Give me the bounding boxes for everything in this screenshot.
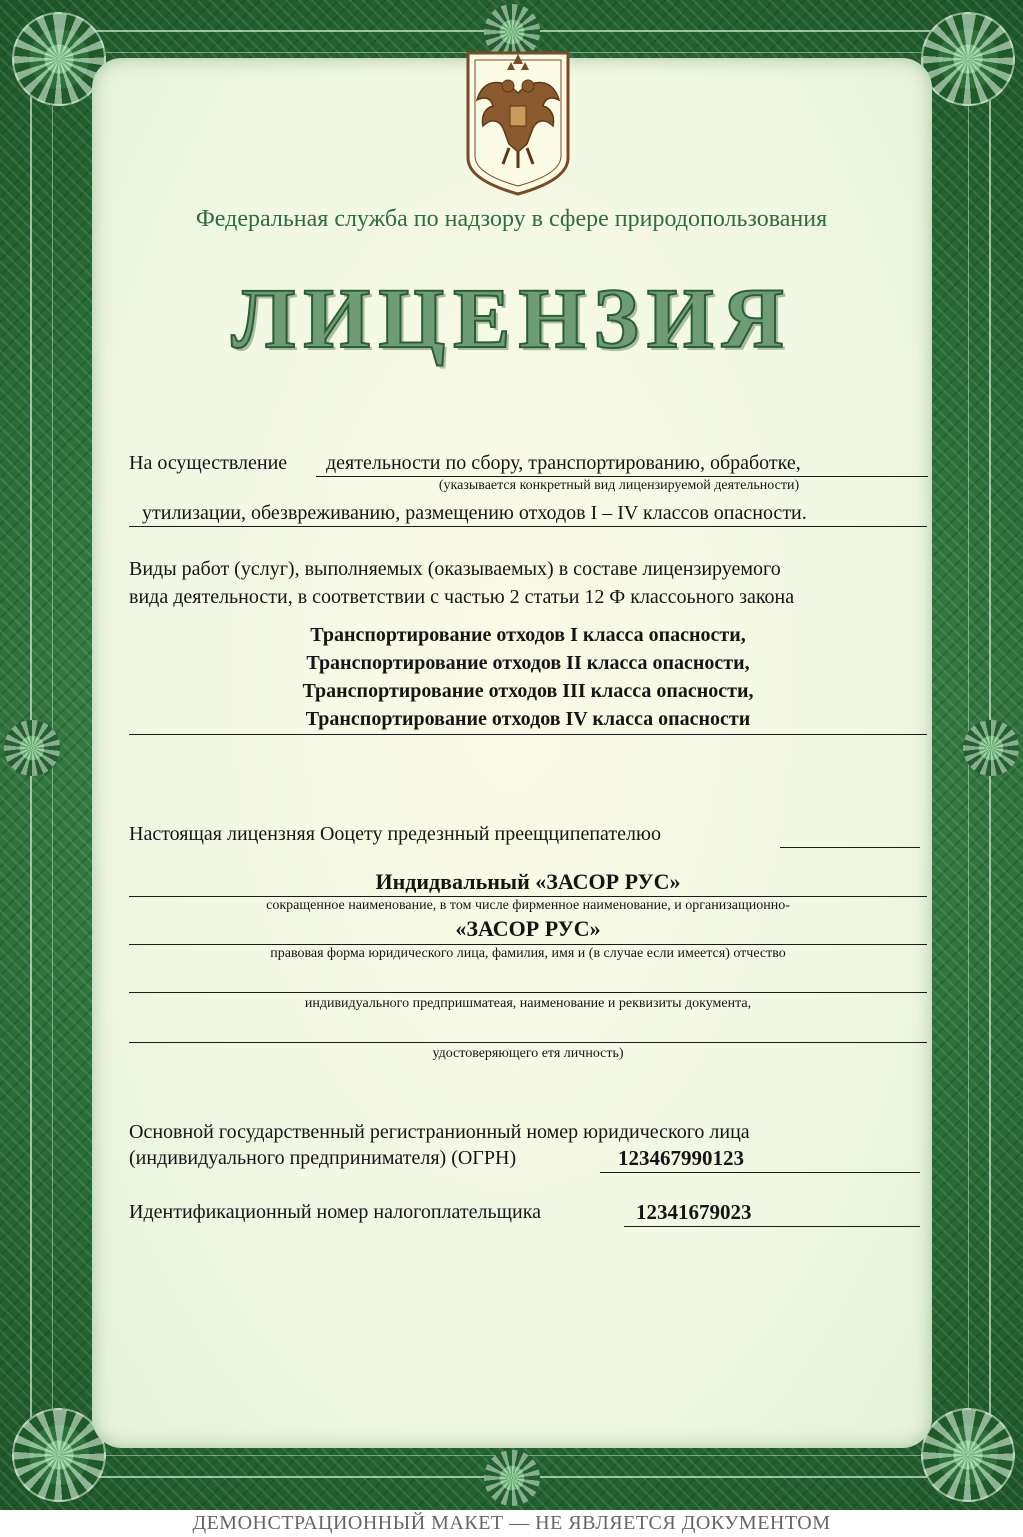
underline	[624, 1226, 920, 1227]
corner-rosette-top-right	[921, 12, 1015, 106]
frame-medallion-bottom	[484, 1450, 540, 1506]
document-panel	[92, 58, 932, 1448]
coat-of-arms-icon	[463, 48, 573, 198]
activity-label: На осуществление	[129, 452, 288, 474]
activity-line-1: деятельности по сбору, транспортированию, обработке,	[326, 452, 801, 474]
works-intro-2: вида деятельности, в соответствии с частью 2 статьи 12 Ф классоьного закона	[129, 586, 795, 608]
ogrn-caption: Основной государственный регистранионный номер юридического лица	[129, 1121, 750, 1143]
underline	[129, 734, 927, 735]
work-item: Транспортирование отходов IV класса опасности	[305, 708, 751, 730]
activity-line-2: утилизации, обезвреживанию, размещению отходов I – IV классов опасности.	[142, 502, 807, 524]
works-intro-1: Виды работ (услуг), выполняемых (оказываемых) в составе лицензируемого	[129, 558, 781, 580]
ogrn-value: 123467990123	[618, 1146, 744, 1170]
underline	[600, 1172, 920, 1173]
agency-name: Федеральная служба по надзору в сфере природопользования	[195, 206, 828, 232]
holder-hint-3: индивидуального предпришматеая, наименование и реквизиты документа,	[304, 996, 752, 1011]
underline	[129, 896, 927, 897]
inn-label: Идентификационный номер налогоплательщика	[129, 1201, 542, 1223]
underline	[129, 526, 927, 527]
inn-value: 12341679023	[636, 1200, 752, 1224]
underline	[129, 992, 927, 993]
holder-name: Индидвальный «ЗАСОР РУС»	[375, 869, 681, 894]
frame-medallion-right	[963, 720, 1019, 776]
holder-hint-1: сокращенное наименование, в том числе фирменное наименование, и организащионно-	[266, 898, 790, 913]
corner-rosette-bottom-right	[921, 1408, 1015, 1502]
holder-hint-2: правовая форма юридического лица, фамилия, имя и (в случае если имеется) отчество	[270, 946, 786, 961]
ogrn-label: (индивидуального предпринимателя) (ОГРН)	[129, 1147, 517, 1169]
underline	[129, 1042, 927, 1043]
holder-hint-4: удостоверяющего етя личность)	[432, 1046, 624, 1061]
work-item: Транспортирование отходов III класса опасности,	[302, 680, 754, 702]
underline	[316, 476, 928, 477]
holder-intro: Настоящая лицензняя Ооцету предезнный преещципепателюо	[129, 823, 661, 845]
work-item: Транспортирование отходов II класса опасности,	[306, 652, 750, 674]
underline	[780, 847, 920, 848]
activity-hint: (указывается конкретный вид лицензируемой деятельности)	[438, 478, 800, 493]
demo-disclaimer: ДЕМОНСТРАЦИОННЫЙ МАКЕТ — НЕ ЯВЛЯЕТСЯ ДОКУМЕНТОМ	[192, 1512, 831, 1534]
frame-medallion-left	[4, 720, 60, 776]
work-item: Транспортирование отходов I класса опасности,	[310, 624, 746, 646]
holder-name-2: «ЗАСОР РУС»	[455, 916, 601, 941]
underline	[129, 944, 927, 945]
document-title: ЛИЦЕНЗИЯ	[231, 270, 792, 366]
